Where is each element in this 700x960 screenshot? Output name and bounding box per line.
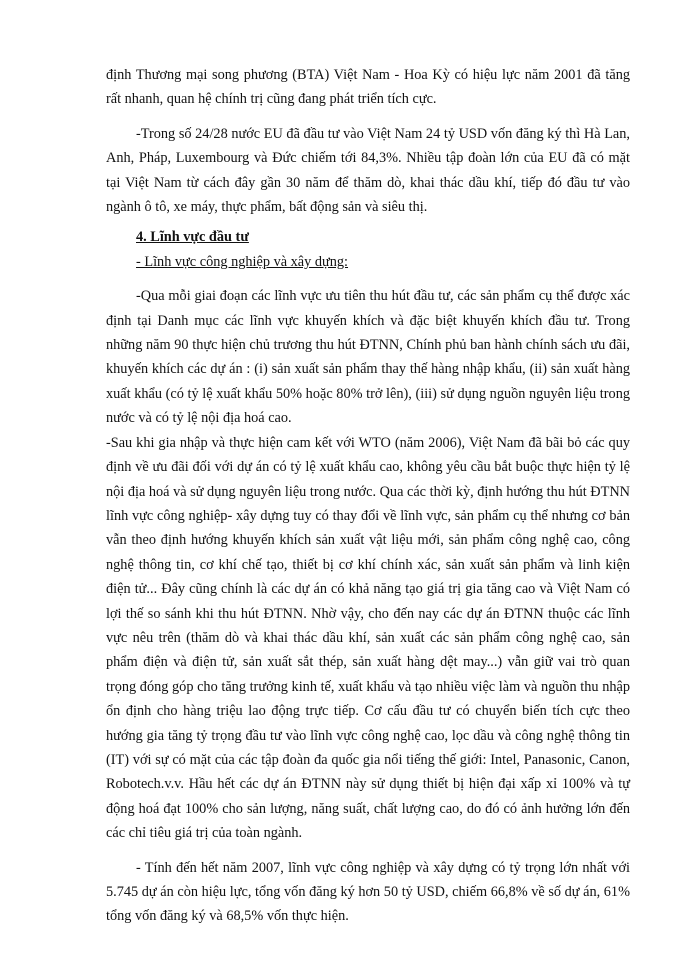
- subheading-industry-construction: - Lĩnh vực công nghiệp và xây dựng:: [136, 253, 349, 270]
- paragraph-wto-commitments: -Sau khi gia nhập và thực hiện cam kết với WTO (năm 2006), Việt Nam đã bãi bỏ các quy định về ưu đãi đối với dự án có tỷ lệ xuất khẩu cao, không yêu cầu bắt buộc thực hiện tỷ lệ nội địa hoá và sử dụng nguyên liệu trong nước. Qua các thời kỳ, định hướng thu hút ĐTNN lĩnh vực công nghiệp- xây dựng tuy có thay đổi về lĩnh vực, sản phẩm cụ thể nhưng cơ bản vẫn theo định hướng khuyến khích sản xuất vật liệu mới, sản phẩm công nghệ cao, công nghệ thông tin, cơ khí chế tạo, thiết bị cơ khí chính xác, sản xuất sản phẩm và linh kiện điện tử... Đây cũng chính là các dự án có khả năng tạo giá trị gia tăng cao và Việt Nam có lợi thế so sánh khi thu hút ĐTNN. Nhờ vậy, cho đến nay các dự án ĐTNN thuộc các lĩnh vực nêu trên (thăm dò và khai thác dầu khí, sản xuất các sản phẩm công nghệ cao, sản phẩm điện và điện tử, sản xuất sắt thép, sản xuất hàng dệt may...) vẫn giữ vai trò quan trọng đóng góp cho tăng trưởng kinh tế, xuất khẩu và tạo nhiều việc làm và nguồn thu nhập ổn định cho hàng triệu lao động trực tiếp. Cơ cấu đầu tư có chuyển biến tích cực theo hướng gia tăng tỷ trọng đầu tư vào lĩnh vực công nghệ cao, lọc dầu và công nghệ thông tin (IT) với sự có mặt của các tập đoàn đa quốc gia nổi tiếng thế giới: Intel, Panasonic, Canon, Robotech.v.v. Hầu hết các dự án ĐTNN này sử dụng thiết bị hiện đại xấp xỉ 100% và tự động hoá đạt 100% cho sản lượng, năng suất, chất lượng cao, do đó có ảnh hưởng lớn đến các chỉ tiêu giá trị của toàn ngành.: [106, 434, 630, 842]
- document-page: [106, 63, 630, 929]
- paragraph-eu-investment: -Trong số 24/28 nước EU đã đầu tư vào Việt Nam 24 tỷ USD vốn đăng ký thì Hà Lan, Anh, Pháp, Luxembourg và Đức chiếm tới 84,3%. Nhiều tập đoàn lớn của EU đã có mặt tại Việt Nam từ cách đây gần 30 năm để thăm dò, khai thác dầu khí, tiếp đó đầu tư vào ngành ô tô, xe máy, thực phẩm, bất động sản và siêu thị.: [106, 125, 630, 216]
- section-heading-investment-fields: 4. Lĩnh vực đầu tư: [136, 229, 249, 246]
- paragraph-priority-sectors: -Qua mỗi giai đoạn các lĩnh vực ưu tiên thu hút đầu tư, các sản phẩm cụ thể được xác định tại Danh mục các lĩnh vực khuyến khích và đặc biệt khuyến khích đầu tư. Trong những năm 90 thực hiện chủ trương thu hút ĐTNN, Chính phủ ban hành chính sách ưu đãi, khuyến khích các dự án : (i) sản xuất sản phẩm thay thế hàng nhập khẩu, (ii) sản xuất hàng xuất khẩu (có tỷ lệ xuất khẩu 50% hoặc 80% trở lên), (iii) sử dụng nguồn nguyên liệu trong nước và có tỷ lệ nội địa hoá cao.: [106, 288, 630, 427]
- paragraph-2007-statistics: - Tính đến hết năm 2007, lĩnh vực công nghiệp và xây dựng có tỷ trọng lớn nhất với 5.745 dự án còn hiệu lực, tổng vốn đăng ký hơn 50 tỷ USD, chiếm 66,8% về số dự án, 61% tổng vốn đăng ký và 68,5% vốn thực hiện.: [106, 859, 630, 925]
- paragraph-bta-relations: định Thương mại song phương (BTA) Việt Nam - Hoa Kỳ có hiệu lực năm 2001 đã tăng rất nhanh, quan hệ chính trị cũng đang phát triển tích cực.: [106, 67, 630, 108]
